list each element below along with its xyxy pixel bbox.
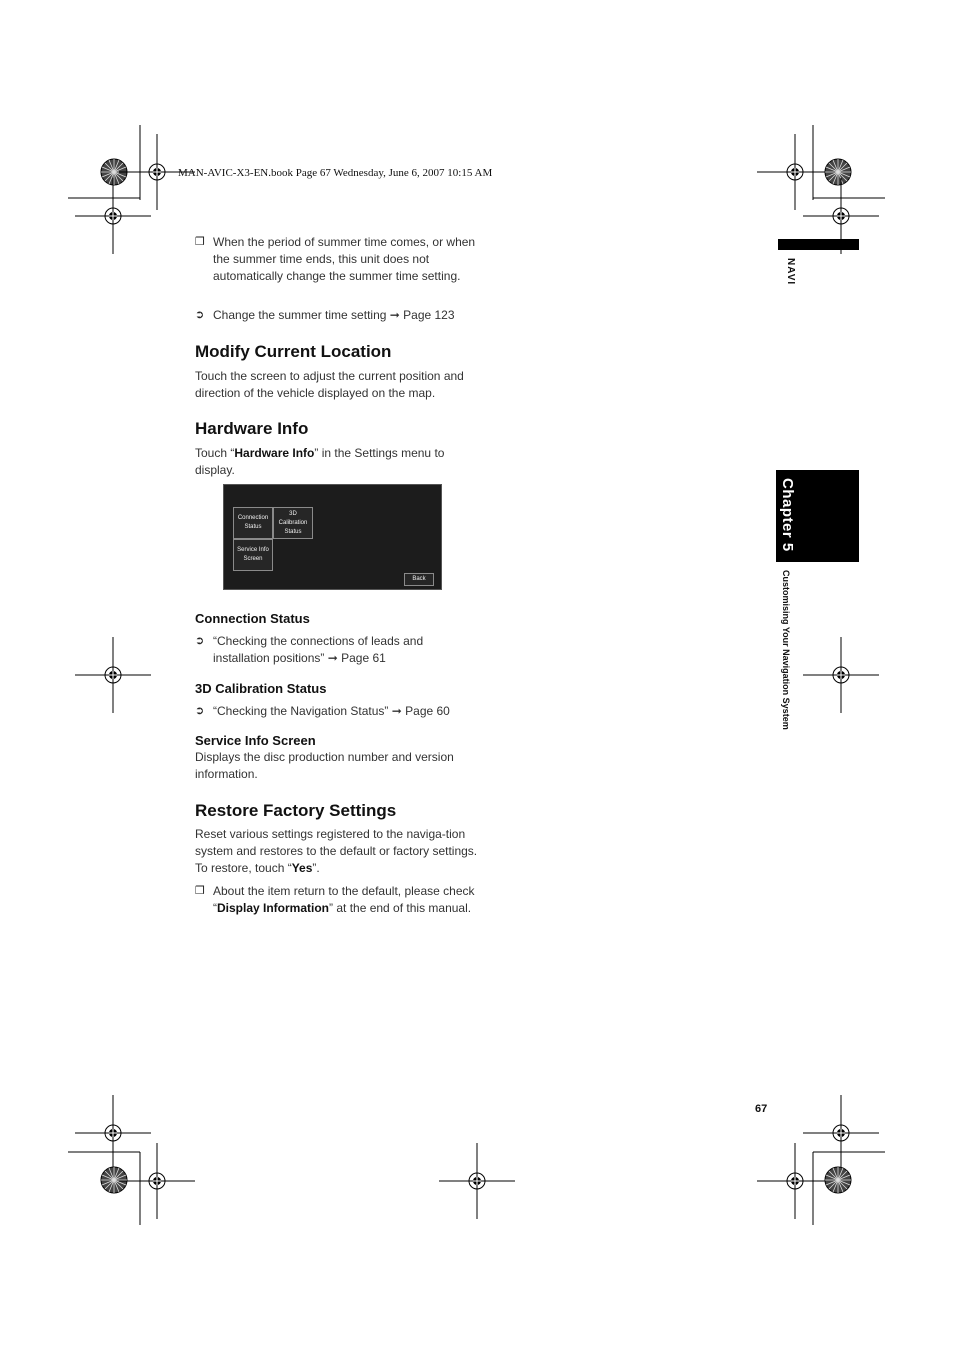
modify-location-body: Touch the screen to adjust the current position and direction of the vehicle displayed on the map.	[195, 369, 464, 400]
hardware-info-screenshot	[223, 484, 442, 590]
connection-status-heading: Connection Status	[195, 611, 310, 626]
connection-status-ref-text: “Checking the connections of leads and installation positions” ➞ Page 61	[213, 634, 424, 665]
service-info-body: Displays the disc production number and version information.	[195, 750, 454, 781]
note-icon: ❒	[195, 885, 205, 897]
page-number: 67	[755, 1103, 768, 1115]
note-icon: ❒	[195, 236, 205, 248]
display-information-term: Display Information	[217, 901, 330, 915]
navi-tab-label: NAVI	[785, 258, 796, 286]
reference-arrow-icon: ➲	[195, 635, 205, 647]
restore-factory-heading: Restore Factory Settings	[195, 801, 397, 820]
3d-calibration-ref	[195, 703, 480, 720]
chapter-tab-label: Chapter 5	[779, 478, 796, 552]
yes-term: Yes	[291, 861, 313, 875]
hardware-info-heading: Hardware Info	[195, 419, 309, 438]
summer-time-note-text: When the period of summer time comes, or when the summer time ends, this unit does not automatically change the summer time setting.	[213, 235, 476, 283]
service-info-screen-button[interactable]: Service Info Screen	[233, 539, 273, 571]
service-info-heading: Service Info Screen	[195, 733, 316, 748]
summer-time-note	[195, 234, 480, 285]
restore-note	[195, 883, 480, 917]
connection-status-button[interactable]: Connection Status	[233, 507, 273, 539]
reference-arrow-icon: ➲	[195, 705, 205, 717]
print-header: MAN-AVIC-X3-EN.book Page 67 Wednesday, June 6, 2007 10:15 AM	[178, 167, 493, 179]
chapter-caption: Customising Your Navigation System	[781, 570, 791, 730]
3d-calibration-heading: 3D Calibration Status	[195, 681, 327, 696]
back-button[interactable]: Back	[404, 573, 434, 586]
3d-calibration-ref-text: “Checking the Navigation Status” ➞ Page 60	[213, 704, 450, 718]
restore-note-text: About the item return to the default, please check “Display Information” at the end of this manual.	[213, 884, 475, 915]
navi-tab-bar	[778, 239, 859, 250]
summer-time-ref	[195, 307, 480, 324]
hardware-info-body: Touch “Hardware Info” in the Settings menu to display.	[195, 446, 445, 477]
hardware-info-term: Hardware Info	[234, 446, 315, 460]
3d-calibration-status-button[interactable]: 3D Calibration Status	[273, 507, 313, 539]
connection-status-ref	[195, 633, 480, 667]
restore-factory-body: Reset various settings registered to the naviga-tion system and restores to the default or factory settings. To restore, touch “Yes”.	[195, 827, 478, 875]
modify-location-heading: Modify Current Location	[195, 342, 392, 361]
reference-arrow-icon: ➲	[195, 309, 205, 321]
summer-time-ref-text: Change the summer time setting ➞ Page 123	[213, 308, 455, 322]
